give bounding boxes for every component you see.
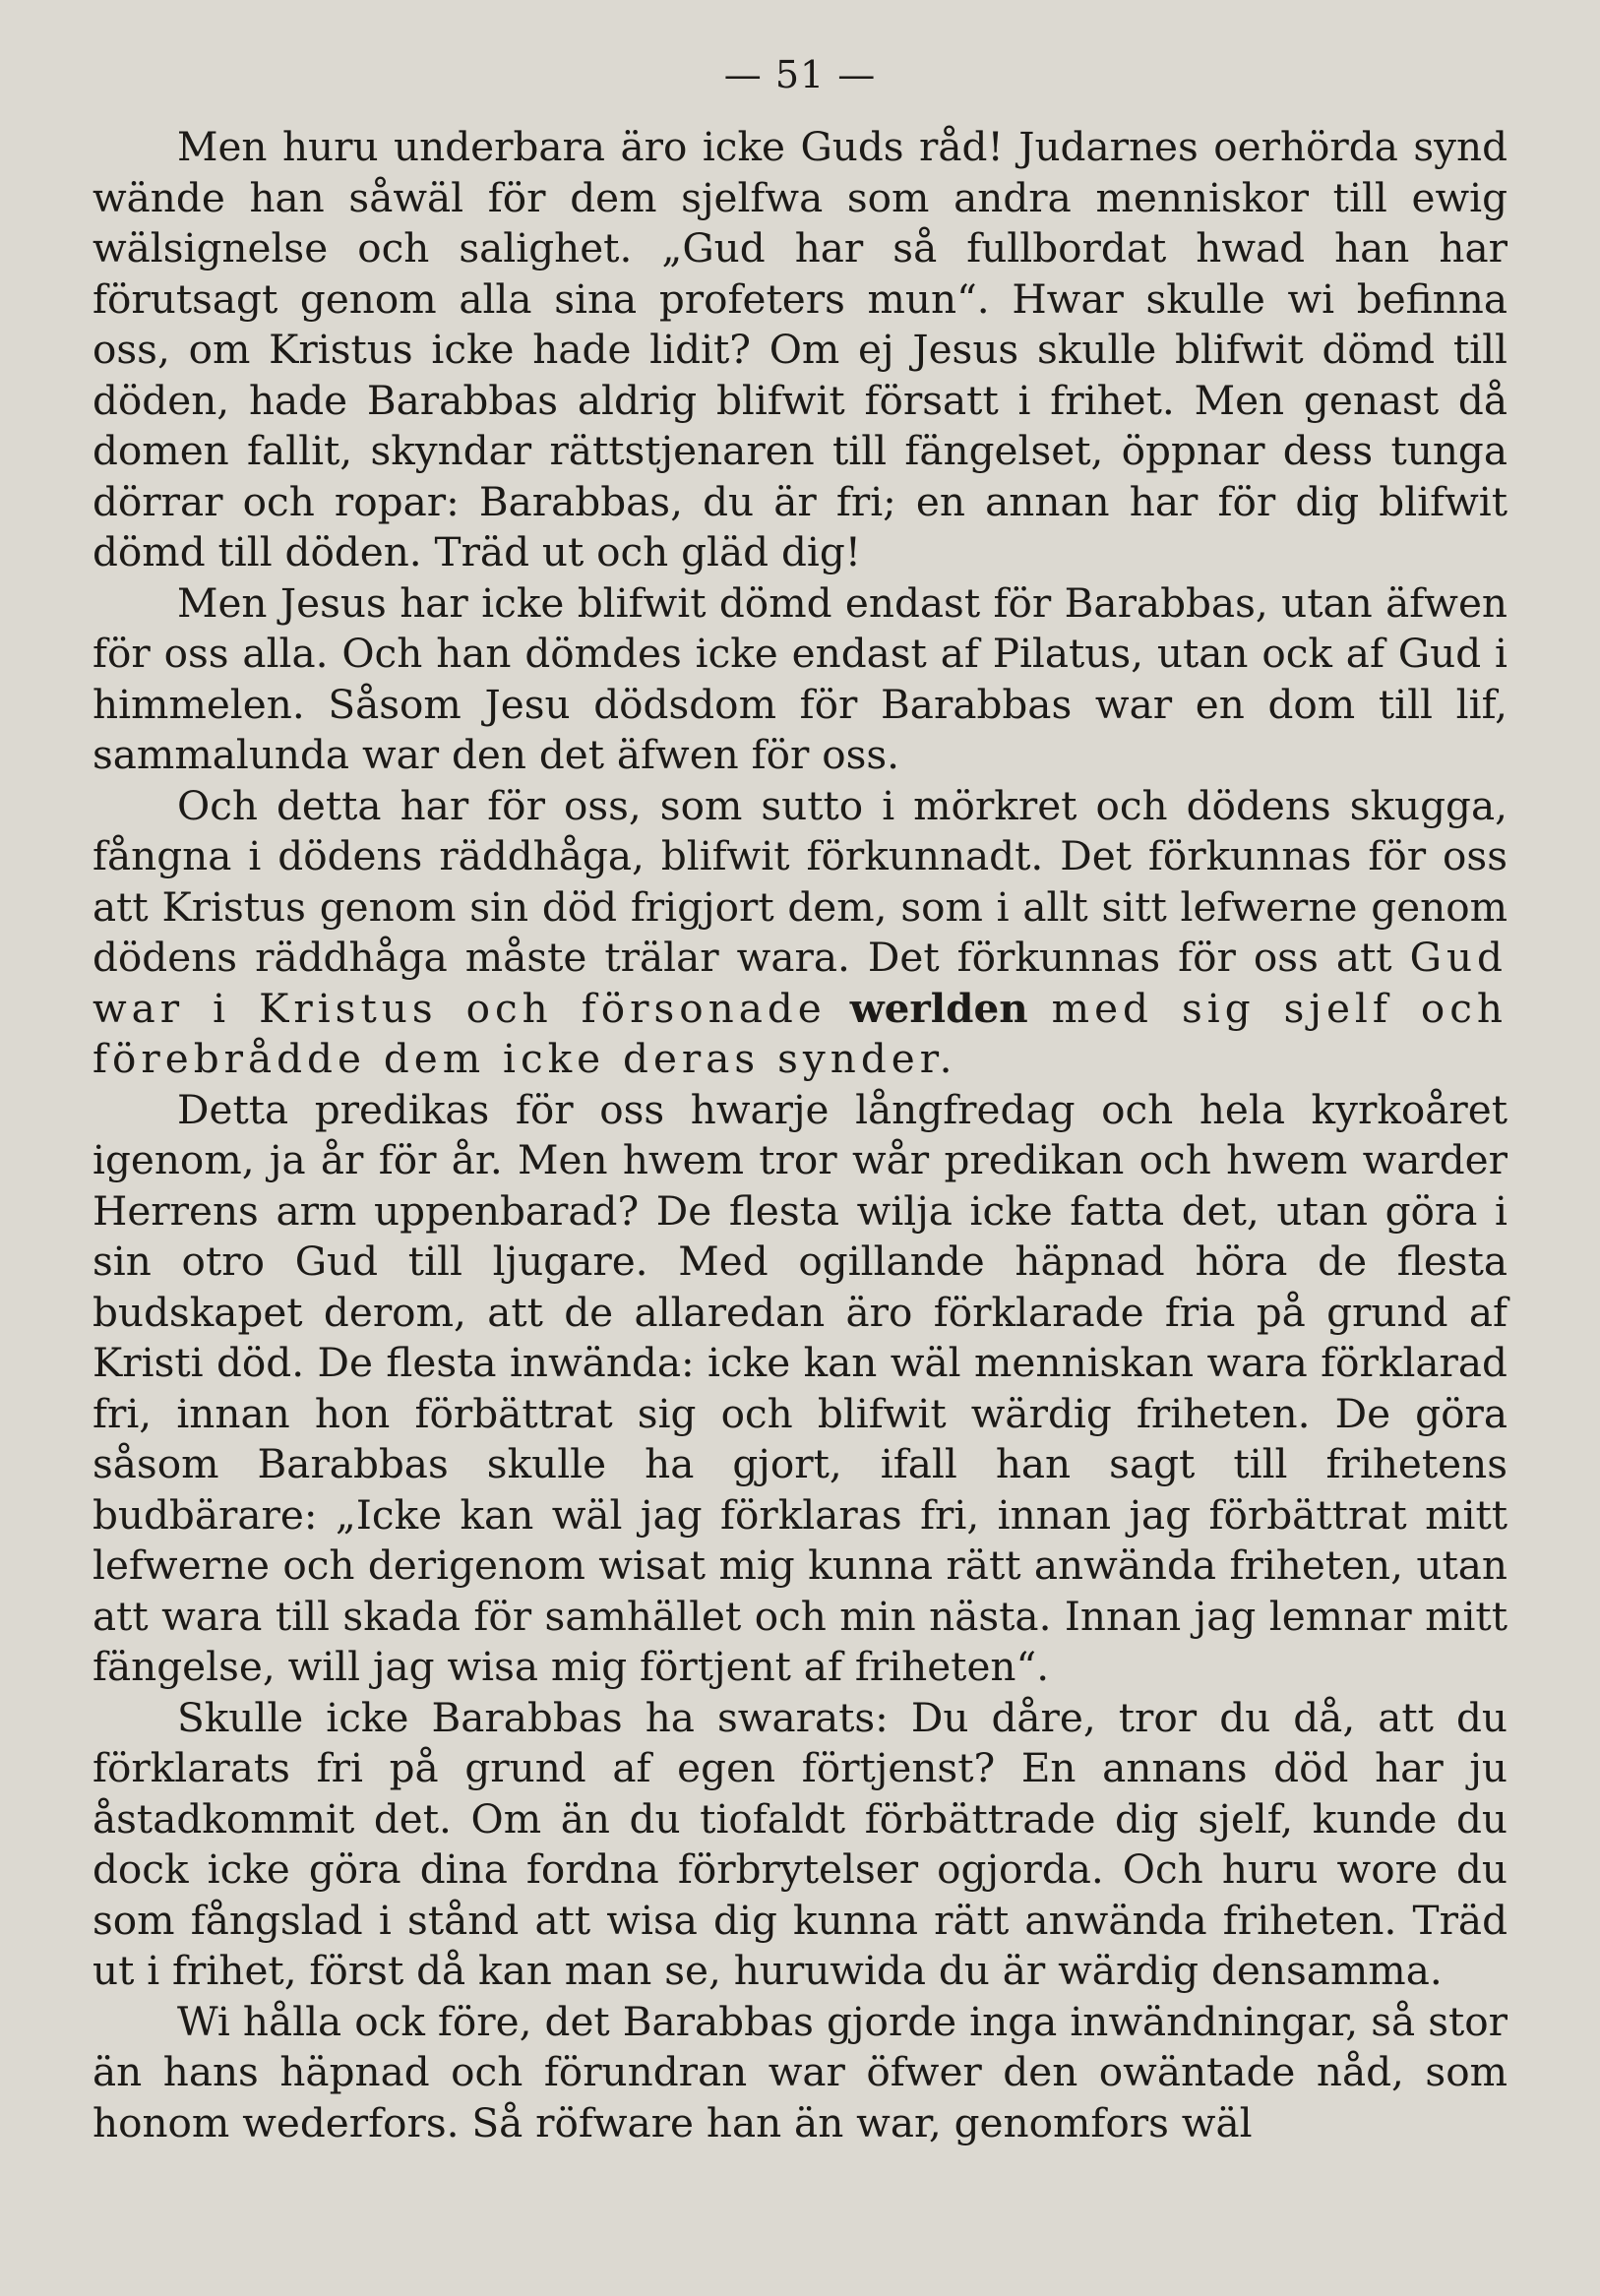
paragraph-3: [92, 781, 1508, 1085]
paragraph-4: Detta predikas för oss hwarje långfredag och hela kyrkoåret igenom, ja år för år. Men hwem tror wår predikan och hwem warder Herrens arm uppenbarad? De flesta wilja icke fatta det, utan göra i sin otro Gud till ljugare. Med ogillande häpnad höra de flesta budskapet derom, att de allaredan äro förklarade fria på grund af Kristi död. De flesta inwända: icke kan wäl menniskan wara förklarad fri, innan hon förbättrat sig och blifwit wärdig friheten. De göra såsom Barabbas skulle ha gjort, ifall han sagt till frihetens budbärare: „Icke kan wäl jag förklaras fri, innan jag förbättrat mitt lefwerne och derigenom wisat mig kunna rätt anwända friheten, utan att wara till skada för samhället och min nästa. Innan jag lemnar mitt fängelse, will jag wisa mig förtjent af friheten“.: [92, 1085, 1508, 1690]
paragraph-5: Skulle icke Barabbas ha swarats: Du dåre, tror du då, att du förklarats fri på grund af egen förtjenst? En annans död har ju åstadkommit det. Om än du tiofaldt förbättrade dig sjelf, kunde du dock icke göra dina fordna förbrytelser ogjorda. Och huru wore du som fångslad i stånd att wisa dig kunna rätt anwända friheten. Träd ut i frihet, först då kan man se, huruwida du är wärdig densamma.: [92, 1693, 1508, 1994]
paragraph-3-emphasis: Gud war i Kristus och försonade: [92, 934, 1508, 1032]
paragraph-3-text: Och detta har för oss, som sutto i mörkret och dödens skugga, fångna i dödens räddhåga, blifwit förkunnadt. Det förkunnas för oss att Kristus genom sin död frigjort dem, som i allt sitt lefwerne genom dödens räddhåga måste trälar wara. Det förkunnas för oss att: [92, 781, 1508, 981]
paragraph-1: Men huru underbara äro icke Guds råd! Judarnes oerhörda synd wände han såwäl för dem sjelfwa som andra menniskor till ewig wälsignelse och salighet. „Gud har så fullbordat hwad han har förutsagt genom alla sina profeters mun“. Hwar skulle wi befinna oss, om Kristus icke hade lidit? Om ej Jesus skulle blifwit dömd till döden, hade Barabbas aldrig blifwit försatt i frihet. Men genast då domen fallit, skyndar rättstjenaren till fängelset, öppnar dess tunga dörrar och ropar: Barabbas, du är fri; en annan har för dig blifwit dömd till döden. Träd ut och gläd dig!: [92, 123, 1508, 575]
paragraph-3-bold-word: werlden: [849, 984, 1028, 1032]
paragraph-2: Men Jesus har icke blifwit dömd endast för Barabbas, utan äfwen för oss alla. Och han dömdes icke endast af Pilatus, utan ock af Gud i himmelen. Såsom Jesu dödsdom för Barabbas war en dom till lif, sammalunda war den det äfwen för oss.: [92, 578, 1508, 778]
body-text: [92, 122, 1508, 2148]
paragraph-3-emphasis-2: med sig sjelf och förebrådde dem icke deras synder.: [92, 984, 1508, 1082]
paragraph-6: Wi hålla ock före, det Barabbas gjorde inga inwändningar, så stor än hans häpnad och förundran war öfwer den owäntade nåd, som honom wederfors. Så röfware han än war, genomfors wäl: [92, 1997, 1508, 2146]
page-number: — 51 —: [723, 53, 877, 96]
